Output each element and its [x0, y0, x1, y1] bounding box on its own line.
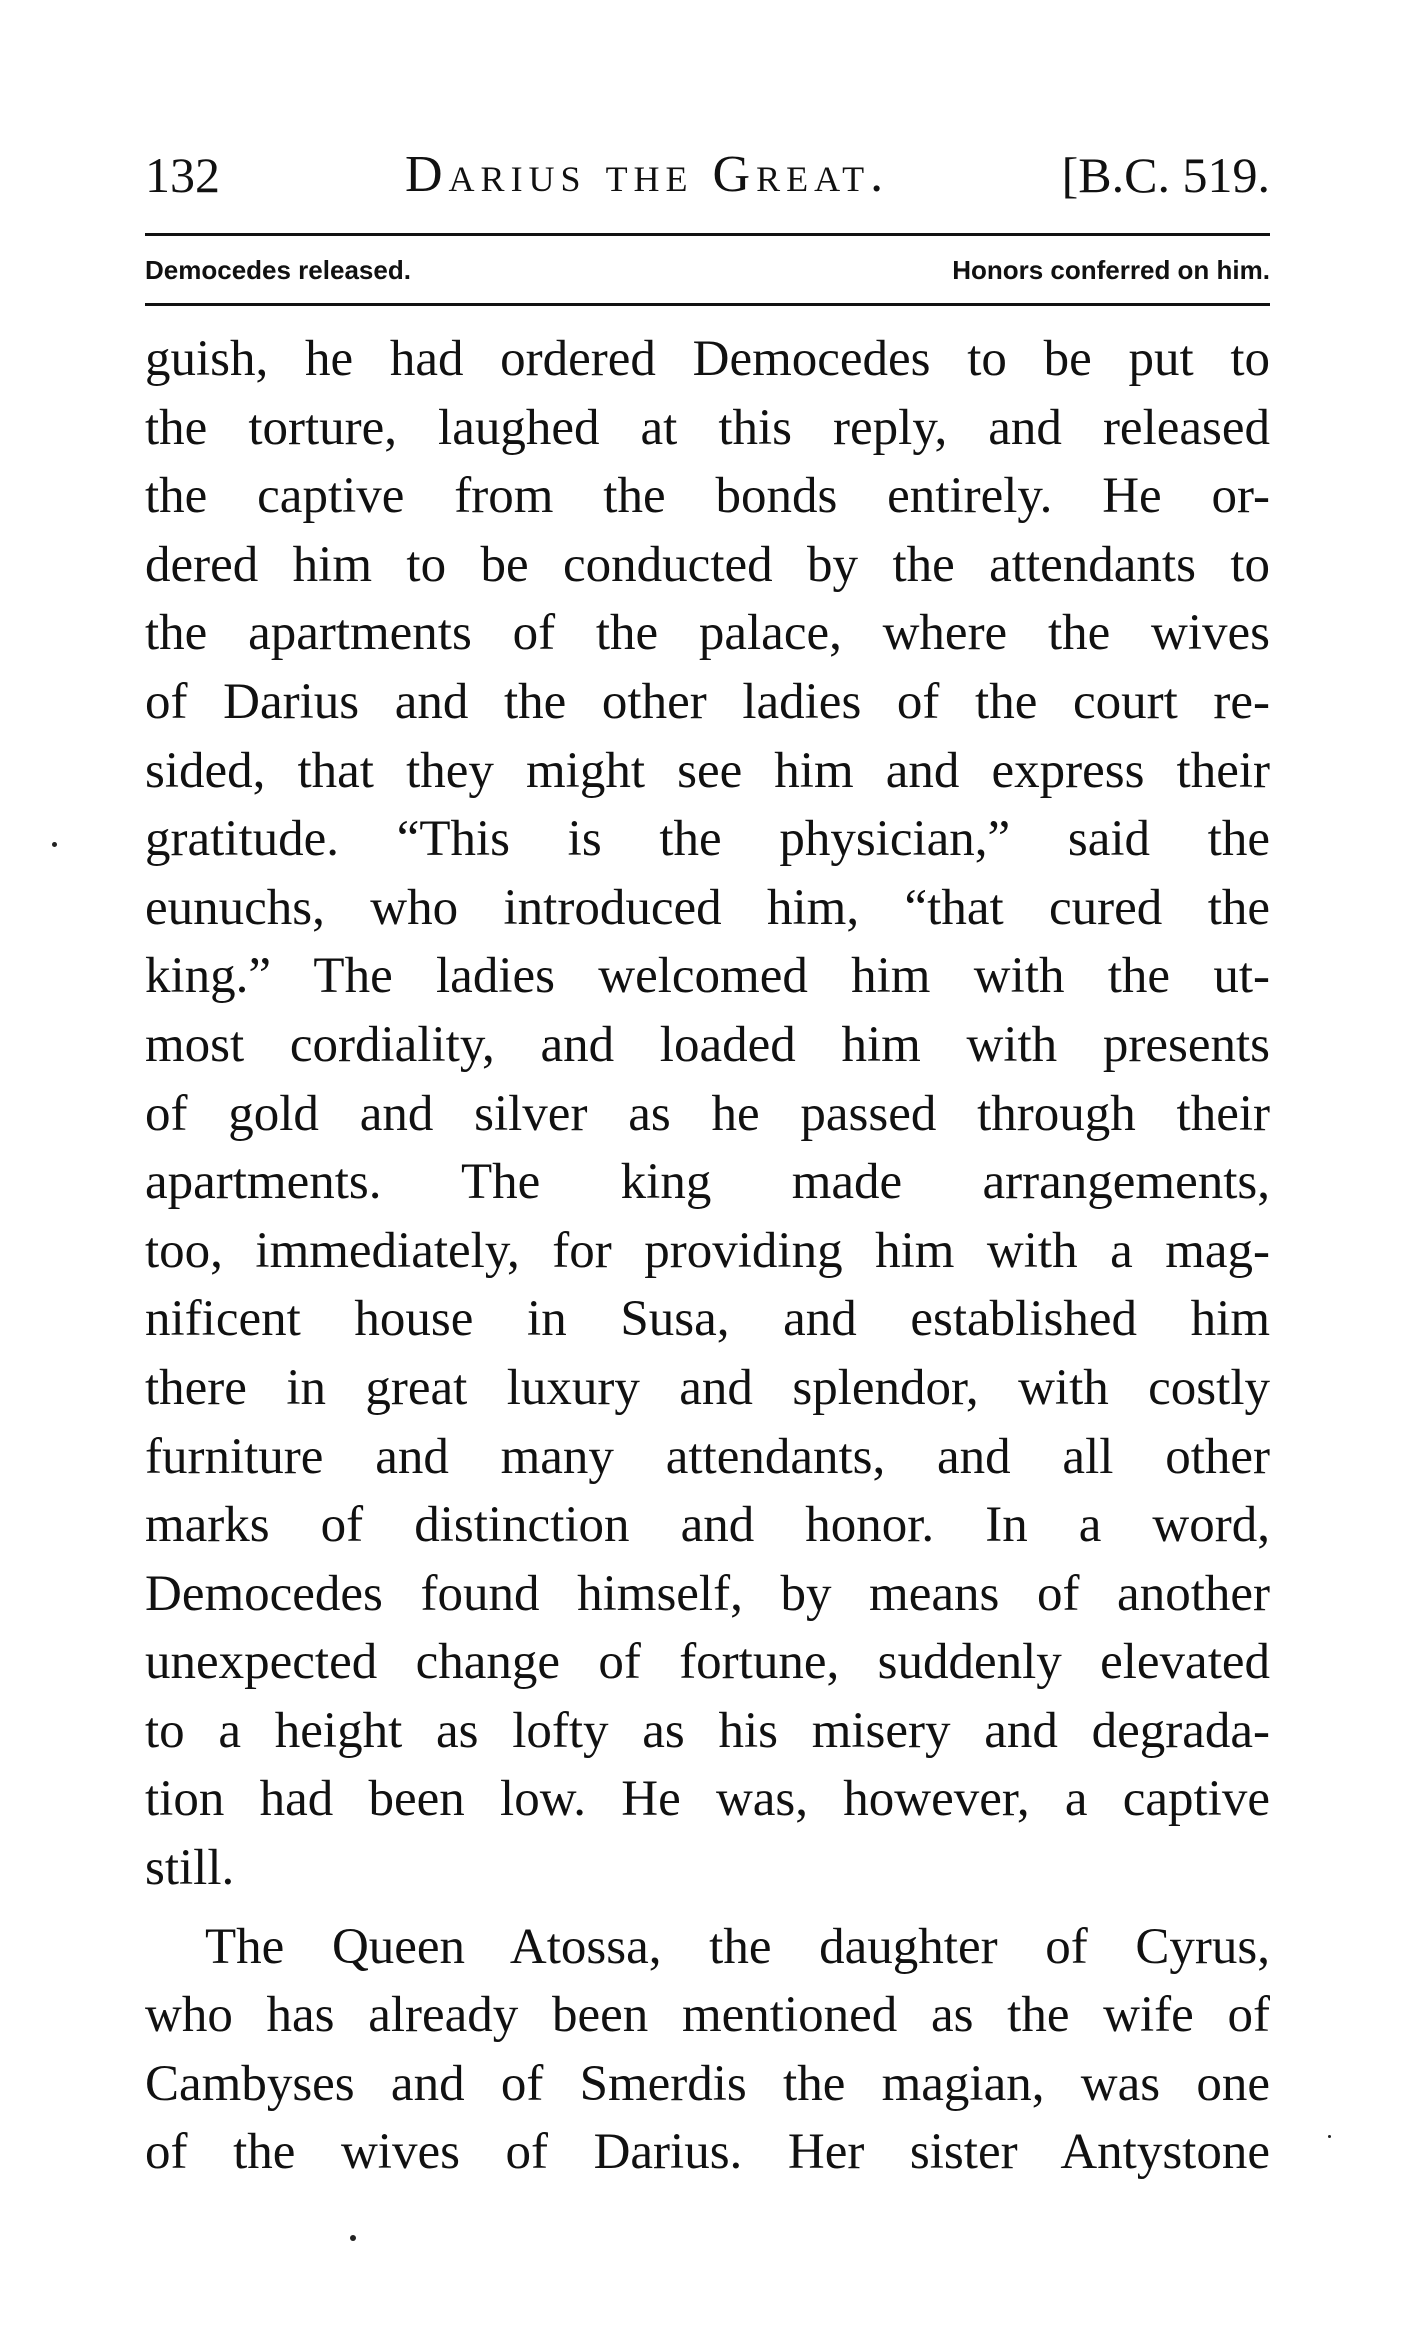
text-line: to a height as lofty as his misery and degrada-	[145, 1702, 1270, 1759]
speck	[350, 2235, 356, 2241]
paragraph-gap	[145, 1903, 1270, 1913]
header-rule-bottom	[145, 303, 1270, 306]
side-note-right: Honors conferred on him.	[952, 255, 1270, 285]
side-notes	[145, 245, 1270, 295]
text-line: there in great luxury and splendor, with costly	[145, 1359, 1270, 1416]
text-line: eunuchs, who introduced him, “that cured the	[145, 879, 1270, 936]
text-line: of Darius and the other ladies of the court re-	[145, 673, 1270, 730]
text-line: tion had been low. He was, however, a captive	[145, 1771, 1270, 1828]
text-line: king.” The ladies welcomed him with the ut-	[145, 948, 1270, 1005]
text-line: dered him to be conducted by the attendants to	[145, 536, 1270, 593]
speck	[1328, 2135, 1331, 2138]
text-line: Democedes found himself, by means of another	[145, 1565, 1270, 1622]
running-header	[145, 140, 1270, 210]
text-line: still.	[145, 1840, 235, 1897]
text-line: sided, that they might see him and express their	[145, 742, 1270, 799]
text-line: guish, he had ordered Democedes to be put to	[145, 331, 1270, 387]
text-line: the torture, laughed at this reply, and released	[145, 399, 1270, 456]
text-line: unexpected change of fortune, suddenly elevated	[145, 1634, 1270, 1691]
text-line: furniture and many attendants, and all other	[145, 1428, 1270, 1485]
text-line: of gold and silver as he passed through their	[145, 1085, 1270, 1142]
speck	[52, 842, 57, 847]
text-line: of the wives of Darius. Her sister Antystone	[145, 2124, 1270, 2181]
book-title: Darius the Great.	[405, 146, 890, 203]
text-line: marks of distinction and honor. In a word,	[145, 1497, 1270, 1554]
date-reference: [B.C. 519.	[1061, 147, 1270, 203]
paragraph-2	[145, 1913, 1270, 2187]
text-line: the captive from the bonds entirely. He or-	[145, 468, 1270, 525]
text-line: who has already been mentioned as the wife of	[145, 1987, 1270, 2044]
text-line: Cambyses and of Smerdis the magian, was one	[145, 2055, 1270, 2112]
side-note-left: Democedes released.	[145, 255, 411, 285]
header-rule-top	[145, 233, 1270, 236]
page-number: 132	[145, 147, 220, 203]
text-line: the apartments of the palace, where the wives	[145, 605, 1270, 662]
text-line: most cordiality, and loaded him with presents	[145, 1016, 1270, 1073]
text-line: nificent house in Susa, and established him	[145, 1291, 1270, 1348]
body-text	[145, 325, 1270, 2187]
text-line: gratitude. “This is the physician,” said the	[145, 811, 1270, 868]
paragraph-1	[145, 325, 1270, 1903]
text-line: too, immediately, for providing him with a mag-	[145, 1222, 1270, 1279]
text-line: The Queen Atossa, the daughter of Cyrus,	[205, 1918, 1270, 1975]
text-line: apartments. The king made arrangements,	[145, 1154, 1270, 1211]
